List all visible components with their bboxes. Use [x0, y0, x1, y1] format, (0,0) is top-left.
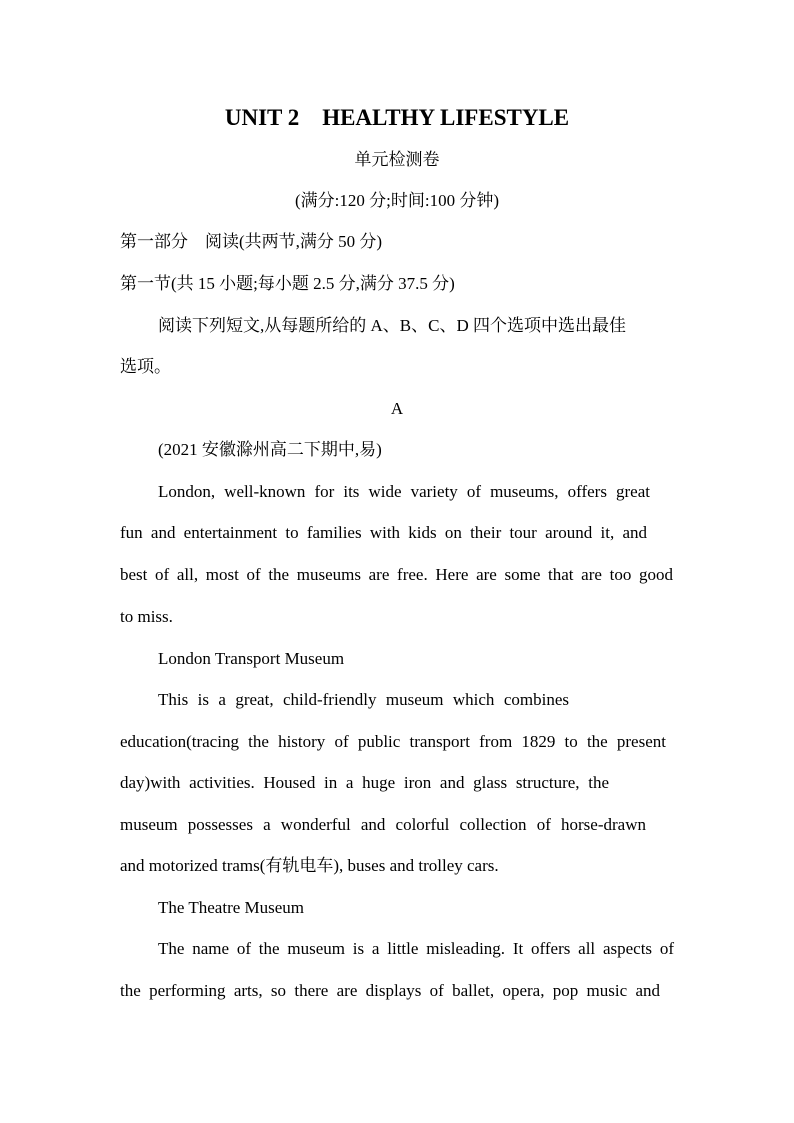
passage-source: (2021 安徽滁州高二下期中,易)	[158, 440, 382, 459]
paragraph-line: fun and entertainment to families with kids on their tour around it, and	[120, 523, 647, 542]
paragraph-line: the performing arts, so there are displays of ballet, opera, pop music and	[120, 981, 660, 1000]
section-heading: 第一节(共 15 小题;每小题 2.5 分,满分 37.5 分)	[120, 274, 455, 293]
unit-title: UNIT 2 HEALTHY LIFESTYLE	[224, 105, 570, 130]
paragraph-line: and motorized trams(有轨电车), buses and trolley cars.	[120, 856, 499, 875]
passage-label: A	[390, 399, 404, 418]
exam-info: (满分:120 分;时间:100 分钟)	[295, 191, 499, 210]
paragraph-line: best of all, most of the museums are free. Here are some that are too good	[120, 565, 673, 584]
part-heading: 第一部分 阅读(共两节,满分 50 分)	[120, 232, 383, 251]
instruction-line-1: 阅读下列短文,从每题所给的 A、B、C、D 四个选项中选出最佳	[158, 316, 626, 335]
instruction-line-2: 选项。	[120, 357, 171, 376]
paragraph-line: day)with activities. Housed in a huge iron and glass structure, the	[120, 773, 609, 792]
test-subtitle: 单元检测卷	[354, 150, 440, 169]
paragraph-line: This is a great, child-friendly museum which combines	[158, 690, 569, 709]
museum-title: The Theatre Museum	[158, 898, 305, 917]
museum-title: London Transport Museum	[158, 649, 345, 668]
paragraph-line: London, well-known for its wide variety of museums, offers great	[158, 482, 650, 501]
paragraph-line: museum possesses a wonderful and colorful collection of horse-drawn	[120, 815, 646, 834]
paragraph-line: The name of the museum is a little misleading. It offers all aspects of	[158, 939, 674, 958]
paragraph-line: to miss.	[120, 607, 173, 626]
paragraph-line: education(tracing the history of public transport from 1829 to the present	[120, 732, 666, 751]
